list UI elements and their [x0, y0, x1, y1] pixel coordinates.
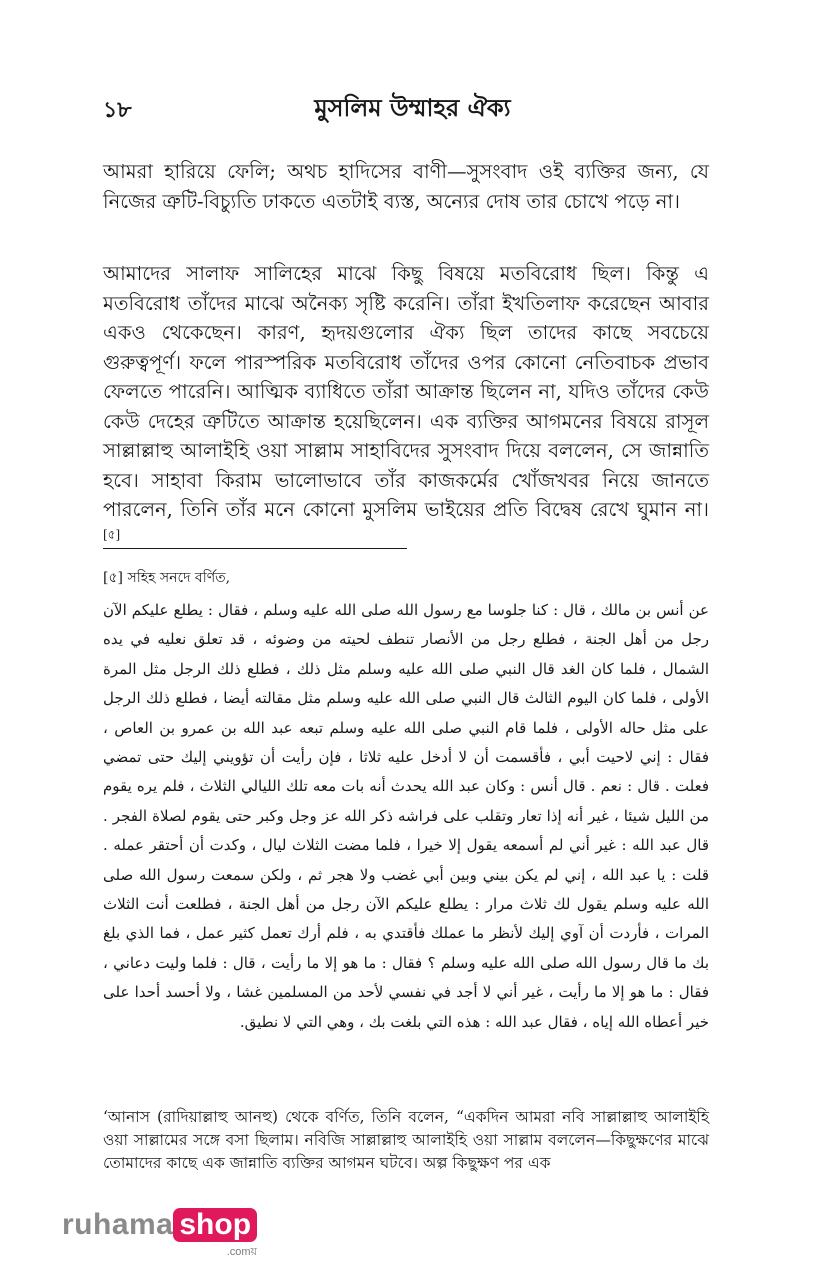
brand-shop-box	[173, 1208, 257, 1262]
page-number: ১৮	[103, 97, 132, 123]
footnote-divider	[103, 548, 407, 549]
running-title: মুসলিম উম্মাহর ঐক্য	[314, 93, 511, 122]
footnote-arabic-hadith: عن أنس بن مالك ، قال : كنا جلوسا مع رسول الله صلى الله عليه وسلم ، فقال : يطلع عليكم الآن رجل من أهل الجنة ، فطلع رجل من الأنصار تنطف لحيته من وضوئه ، قد تعلق نعليه في يده الشمال ، فلما كان الغد قال النبي صلى الله عليه وسلم مثل ذلك ، فطلع ذلك الرجل مثل المرة الأولى ، فلما كان اليوم الثالث قال النبي صلى الله عليه وسلم مثل مقالته أيضا ، فطلع ذلك الرجل على مثل حاله الأولى ، فلما قام النبي صلى الله عليه وسلم تبعه عبد الله بن عمرو بن العاص ، فقال : إني لاحيت أبي ، فأقسمت أن لا أدخل عليه ثلاثا ، فإن رأيت أن تؤويني إليك حتى تمضي فعلت . قال : نعم . قال أنس : وكان عبد الله يحدث أنه بات معه تلك الليالي الثلاث ، فلم يره يقوم من الليل شيئا ، غير أنه إذا تعار وتقلب على فراشه ذكر الله عز وجل وكبر حتى يقوم لصلاة الفجر . قال عبد الله : غير أني لم أسمعه يقول إلا خيرا ، فلما مضت الثلاث ليال ، وكدت أن أحتقر عمله . قلت : يا عبد الله ، إني لم يكن بيني وبين أبي غضب ولا هجر ثم ، ولكن سمعت رسول الله صلى الله عليه وسلم يقول لك ثلاث مرار : يطلع عليكم الآن رجل من أهل الجنة ، فطلعت أنت الثلاث المرات ، فأردت أن آوي إليك لأنظر ما عملك فأقتدي به ، فلم أرك تعمل كثير عمل ، فما الذي بلغ بك ما قال رسول الله صلى الله عليه وسلم ؟ فقال : ما هو إلا ما رأيت ، قال : فلما وليت دعاني ، فقال : ما هو إلا ما رأيت ، غير أني لا أجد في نفسي لأحد من المسلمين غشا ، ولا أحسد أحدا على خير أعطاه الله إياه ، فقال عبد الله : هذه التي بلغت بك ، وهي التي لا نطيق.	[103, 601, 709, 1031]
brand-name-ruhama: ruhama	[62, 1208, 174, 1241]
footnote-reference[interactable]: [৫]	[103, 527, 121, 541]
body-paragraph-2-text: আমাদের সালাফ সালিহের মাঝে কিছু বিষয়ে মতবিরোধ ছিল। কিন্তু এ মতবিরোধ তাঁদের মাঝে অনৈক্য সৃষ্টি করেনি। তাঁরা ইখতিলাফ করেছেন আবার একও থেকেছেন। কারণ, হৃদয়গুলোর ঐক্য ছিল তাদের কাছে সবচেয়ে গুরুত্বপূর্ণ। ফলে পারস্পরিক মতবিরোধ তাঁদের ওপর কোনো নেতিবাচক প্রভাব ফেলতে পারেনি। আত্মিক ব্যাধিতে তাঁরা আক্রান্ত ছিলেন না, যদিও তাঁদের কেউ কেউ দেহের ত্রুটিতে আক্রান্ত হয়েছিলেন। এক ব্যক্তির আগমনের বিষয়ে রাসূল সাল্লাল্লাহু আলাইহি ওয়া সাল্লাম সাহাবিদের সুসংবাদ দিয়ে বললেন, সে জান্নাতি হবে। সাহাবা কিরাম ভালোভাবে তাঁর কাজকর্মের খোঁজখবর নিয়ে জানতে পারলেন, তিনি তাঁর মনে কোনো মুসলিম ভাইয়ের প্রতি বিদ্বেষ রেখে ঘুমান না।	[103, 262, 709, 521]
footnote-bengali-translation: ‘আনাস (রাদিয়াল্লাহু আনহু) থেকে বর্ণিত, তিনি বলেন, “একদিন আমরা নবি সাল্লাল্লাহু আলাইহি ওয়া সাল্লামের সঙ্গে বসা ছিলাম। নবিজি সাল্লাল্লাহু আলাইহি ওয়া সাল্লাম বললেন—কিছুক্ষণের মাঝে তোমাদের কাছে এক জান্নাতি ব্যক্তির আগমন ঘটবে। অল্প কিছুক্ষণ পর এক	[103, 1108, 709, 1172]
footnote-label: [৫] সহিহ সনদে বর্ণিত,	[103, 570, 231, 586]
brand-domain: .comয়	[226, 1246, 258, 1258]
body-paragraph-2	[103, 259, 709, 554]
body-paragraph-1: আমরা হারিয়ে ফেলি; অথচ হাদিসের বাণী—সুসংবাদ ওই ব্যক্তির জন্য, যে নিজের ত্রুটি-বিচ্যুতি ঢাকতে এতটাই ব্যস্ত, অন্যের দোষ তার চোখে পড়ে না।	[103, 160, 709, 213]
brand-name-shop: shop	[173, 1208, 257, 1242]
ruhamashop-logo	[62, 1208, 257, 1262]
